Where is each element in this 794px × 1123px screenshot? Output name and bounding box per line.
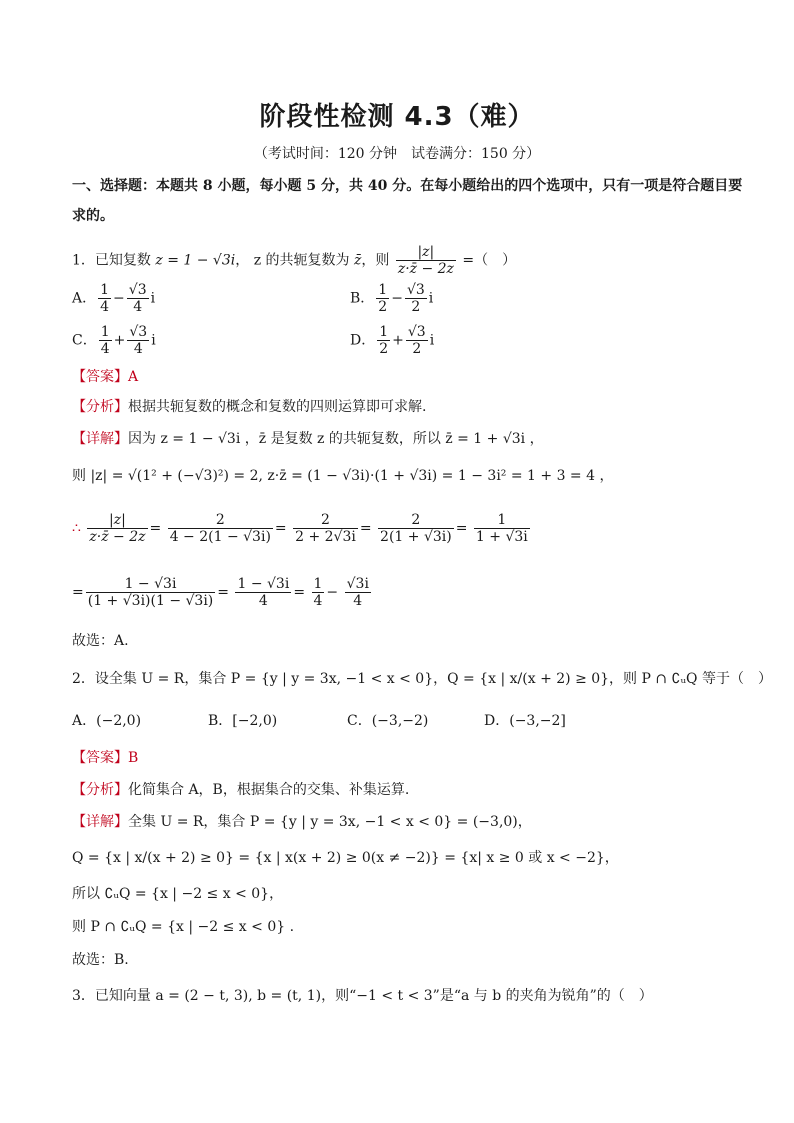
q1-detail-4: = $\frac{1 - √3i}{(1 + √3i)(1 - √3i)}$ = $\frac{1 - √3i}{4}$ = $\frac{1}{4}$ − $\frac{√3i}{4}$	[72, 576, 369, 609]
q2-detail-1: 【详解】全集 U = R，集合 P = {y | y = 3x, −1 < x < 0} = (−3,0)，	[72, 814, 532, 830]
q1-option-c: C． $\frac{1}{4}$ + $\frac{√3}{4}$ i	[72, 324, 156, 357]
q1-detail-1: 【详解】因为 z = 1 − √3i ，z̄ 是复数 z 的共轭复数，所以 z̄ = 1 + √3i ，	[72, 431, 544, 447]
q2-answer: 【答案】B	[72, 750, 139, 766]
q1-stem: 1．已知复数 z = 1 − √3i， z 的共轭复数为 z̄，则 $\frac{|z|}{z\cdot z̄ - 2z}$ =（ ）	[72, 244, 517, 277]
q1-fraction: $\frac{|z|}{z\cdot z̄ - 2z}$	[397, 244, 454, 277]
section-heading-cont: 求的。	[72, 208, 114, 224]
q2-option-a: A．(−2,0)	[72, 713, 142, 729]
q1-option-b: B． $\frac{1}{2}$ − $\frac{√3}{2}$ i	[350, 282, 434, 315]
q1-conclusion: 故选：A.	[72, 633, 129, 649]
q3-stem: 3．已知向量 a = (2 − t, 3), b = (t, 1)，则“−1 < t < 3”是“a 与 b 的夹角为锐角”的（ ）	[72, 988, 653, 1004]
q2-stem: 2．设全集 U = R，集合 P = {y | y = 3x, −1 < x < 0}，Q = {x | x/(x + 2) ≥ 0}，则 P ∩ ∁ᵤQ 等于（ ）	[72, 671, 772, 687]
q1-detail-2: 则 |z| = √(1² + (−√3)²) = 2, z·z̄ = (1 − √3i)·(1 + √3i) = 1 − 3i² = 1 + 3 = 4 ，	[72, 468, 614, 484]
q1-answer: 【答案】A	[72, 369, 139, 385]
page-subtitle: （考试时间：120 分钟 试卷满分：150 分）	[253, 146, 541, 162]
q2-conclusion: 故选：B.	[72, 952, 129, 968]
q1-option-a: A． $\frac{1}{4}$ − $\frac{√3}{4}$ i	[72, 282, 156, 315]
q1-option-d: D． $\frac{1}{2}$ + $\frac{√3}{2}$ i	[350, 324, 435, 357]
q2-detail-4: 则 P ∩ ∁ᵤQ = {x | −2 ≤ x < 0} .	[72, 919, 295, 935]
q2-option-d: D．(−3,−2]	[484, 713, 566, 729]
section-heading: 一、选择题：本题共 8 小题，每小题 5 分，共 40 分。在每小题给出的四个选项中，只有一项是符合题目要	[72, 178, 743, 194]
q2-detail-3: 所以 ∁ᵤQ = {x | −2 ≤ x < 0}，	[72, 886, 284, 902]
q2-option-c: C．(−3,−2)	[347, 713, 429, 729]
page-title: 阶段性检测 4.3（难）	[259, 102, 535, 132]
q2-option-b: B．[−2,0)	[208, 713, 278, 729]
q1-analysis: 【分析】根据共轭复数的概念和复数的四则运算即可求解.	[72, 399, 427, 415]
q1-detail-3: ∴ $\frac{|z|}{z\cdot z̄ - 2z}$ = $\frac{2}{4 - 2(1 - √3i)}$ = $\frac{2}{2 + 2√3i}$ = $\frac{2}{2(1 + √3i)}$ = $\frac{1}{1 + √3i}$	[72, 512, 528, 545]
q2-detail-2: Q = {x | x/(x + 2) ≥ 0} = {x | x(x + 2) ≥ 0(x ≠ −2)} = {x| x ≥ 0 或 x < −2}，	[72, 850, 619, 866]
q2-analysis: 【分析】化简集合 A，B，根据集合的交集、补集运算.	[72, 782, 410, 798]
